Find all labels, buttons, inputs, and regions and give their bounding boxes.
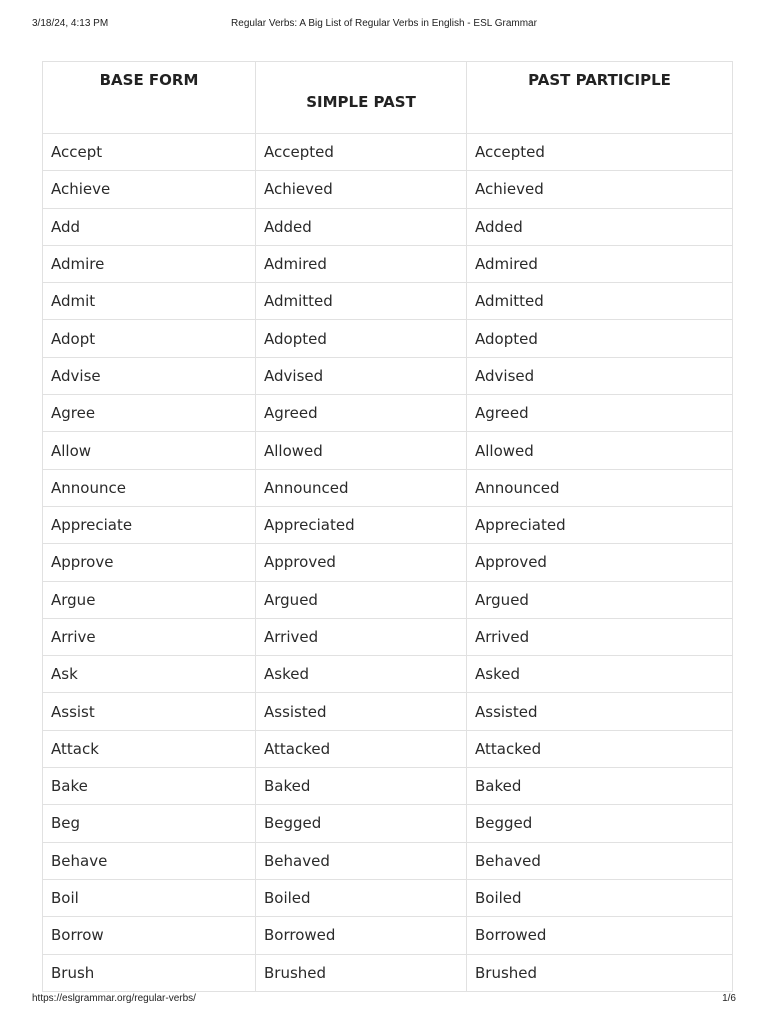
table-row xyxy=(43,469,733,506)
cell-base-form: Accept xyxy=(43,134,256,171)
table-row xyxy=(43,432,733,469)
table-row xyxy=(43,245,733,282)
cell-base-form: Admire xyxy=(43,245,256,282)
cell-simple-past: Asked xyxy=(256,656,467,693)
cell-simple-past: Assisted xyxy=(256,693,467,730)
cell-base-form: Arrive xyxy=(43,618,256,655)
table-row xyxy=(43,730,733,767)
header-base-form: BASE FORM xyxy=(43,62,256,134)
page-url: https://eslgrammar.org/regular-verbs/ xyxy=(32,993,196,1004)
cell-simple-past: Admitted xyxy=(256,283,467,320)
cell-simple-past: Agreed xyxy=(256,395,467,432)
table-row xyxy=(43,618,733,655)
cell-simple-past: Advised xyxy=(256,357,467,394)
cell-past-participle: Admitted xyxy=(467,283,733,320)
cell-base-form: Behave xyxy=(43,842,256,879)
page-number: 1/6 xyxy=(722,993,736,1004)
cell-past-participle: Adopted xyxy=(467,320,733,357)
cell-base-form: Argue xyxy=(43,581,256,618)
cell-past-participle: Boiled xyxy=(467,879,733,916)
cell-simple-past: Borrowed xyxy=(256,917,467,954)
print-page-title: Regular Verbs: A Big List of Regular Verbs in English - ESL Grammar xyxy=(231,18,537,29)
table-row xyxy=(43,283,733,320)
cell-past-participle: Added xyxy=(467,208,733,245)
table-row xyxy=(43,917,733,954)
cell-past-participle: Assisted xyxy=(467,693,733,730)
cell-base-form: Adopt xyxy=(43,320,256,357)
cell-base-form: Allow xyxy=(43,432,256,469)
cell-simple-past: Adopted xyxy=(256,320,467,357)
table-header xyxy=(43,62,733,134)
cell-past-participle: Attacked xyxy=(467,730,733,767)
cell-past-participle: Approved xyxy=(467,544,733,581)
cell-past-participle: Asked xyxy=(467,656,733,693)
cell-past-participle: Advised xyxy=(467,357,733,394)
table-row xyxy=(43,656,733,693)
cell-simple-past: Boiled xyxy=(256,879,467,916)
cell-simple-past: Argued xyxy=(256,581,467,618)
cell-past-participle: Appreciated xyxy=(467,506,733,543)
table-row xyxy=(43,768,733,805)
table-row xyxy=(43,693,733,730)
cell-simple-past: Achieved xyxy=(256,171,467,208)
table-row xyxy=(43,506,733,543)
cell-past-participle: Borrowed xyxy=(467,917,733,954)
table-row xyxy=(43,581,733,618)
cell-past-participle: Allowed xyxy=(467,432,733,469)
cell-simple-past: Behaved xyxy=(256,842,467,879)
table-row xyxy=(43,954,733,991)
cell-simple-past: Approved xyxy=(256,544,467,581)
cell-base-form: Assist xyxy=(43,693,256,730)
print-header xyxy=(32,18,736,32)
cell-simple-past: Allowed xyxy=(256,432,467,469)
cell-simple-past: Appreciated xyxy=(256,506,467,543)
cell-base-form: Brush xyxy=(43,954,256,991)
cell-base-form: Advise xyxy=(43,357,256,394)
table-row xyxy=(43,805,733,842)
cell-base-form: Appreciate xyxy=(43,506,256,543)
cell-base-form: Agree xyxy=(43,395,256,432)
cell-base-form: Beg xyxy=(43,805,256,842)
cell-simple-past: Begged xyxy=(256,805,467,842)
cell-past-participle: Admired xyxy=(467,245,733,282)
cell-base-form: Achieve xyxy=(43,171,256,208)
cell-base-form: Announce xyxy=(43,469,256,506)
print-datetime: 3/18/24, 4:13 PM xyxy=(32,18,109,29)
table-row xyxy=(43,320,733,357)
cell-base-form: Boil xyxy=(43,879,256,916)
table-row xyxy=(43,879,733,916)
cell-simple-past: Announced xyxy=(256,469,467,506)
cell-past-participle: Accepted xyxy=(467,134,733,171)
cell-base-form: Add xyxy=(43,208,256,245)
table-body xyxy=(43,134,733,992)
cell-base-form: Borrow xyxy=(43,917,256,954)
table-row xyxy=(43,208,733,245)
cell-past-participle: Announced xyxy=(467,469,733,506)
cell-past-participle: Agreed xyxy=(467,395,733,432)
header-simple-past: SIMPLE PAST xyxy=(256,62,467,134)
cell-past-participle: Begged xyxy=(467,805,733,842)
cell-simple-past: Baked xyxy=(256,768,467,805)
cell-past-participle: Achieved xyxy=(467,171,733,208)
cell-past-participle: Baked xyxy=(467,768,733,805)
table-row xyxy=(43,544,733,581)
header-row xyxy=(43,62,733,134)
table-row xyxy=(43,842,733,879)
cell-base-form: Attack xyxy=(43,730,256,767)
cell-base-form: Admit xyxy=(43,283,256,320)
cell-past-participle: Arrived xyxy=(467,618,733,655)
cell-base-form: Bake xyxy=(43,768,256,805)
cell-simple-past: Added xyxy=(256,208,467,245)
cell-simple-past: Attacked xyxy=(256,730,467,767)
cell-simple-past: Accepted xyxy=(256,134,467,171)
cell-past-participle: Behaved xyxy=(467,842,733,879)
table-row xyxy=(43,134,733,171)
cell-past-participle: Brushed xyxy=(467,954,733,991)
cell-base-form: Approve xyxy=(43,544,256,581)
print-footer xyxy=(32,993,736,1007)
cell-past-participle: Argued xyxy=(467,581,733,618)
header-past-participle: PAST PARTICIPLE xyxy=(467,62,733,134)
regular-verbs-table xyxy=(42,61,733,992)
cell-simple-past: Brushed xyxy=(256,954,467,991)
cell-simple-past: Admired xyxy=(256,245,467,282)
cell-simple-past: Arrived xyxy=(256,618,467,655)
cell-base-form: Ask xyxy=(43,656,256,693)
table-row xyxy=(43,395,733,432)
table-row xyxy=(43,357,733,394)
table-row xyxy=(43,171,733,208)
